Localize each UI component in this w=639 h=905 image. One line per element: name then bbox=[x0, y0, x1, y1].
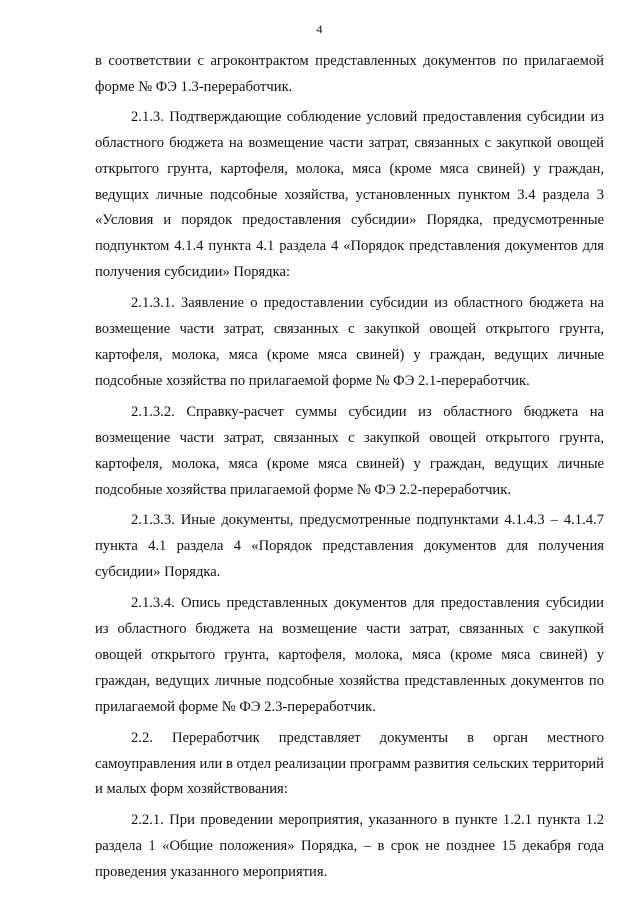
page-number: 4 bbox=[316, 22, 323, 36]
paragraph-2-1-3: 2.1.3. Подтверждающие соблюдение условий предоставления субсидии из областного бюджета на возмещение части затрат, связанных с закупкой овощей открытого грунта, картофеля, молока, мяса (кроме мяса свиней) у граждан, ведущих личные подсобные хозяйства, установленных пунктом 3.4 раздела 3 «Условия и порядок предоставления субсидии» Порядка, предусмотренные подпунктом 4.1.4 пункта 4.1 раздела 4 «Порядок представления документов для получения субсидии» Порядка: bbox=[95, 108, 604, 281]
paragraph-continuation: в соответствии с агроконтрактом представленных документов по прилагаемой форме № ФЭ 1.3-переработчик. bbox=[95, 53, 604, 95]
paragraph-2-2-1: 2.2.1. При проведении мероприятия, указанного в пункте 1.2.1 пункта 1.2 раздела 1 «Общие положения» Порядка, – в срок не позднее 15 декабря года проведения указанного мероприятия. bbox=[95, 812, 604, 881]
document-body bbox=[95, 49, 604, 886]
paragraph-2-1-3-1: 2.1.3.1. Заявление о предоставлении субсидии из областного бюджета на возмещение части затрат, связанных с закупкой овощей открытого грунта, картофеля, молока, мяса (кроме мяса свиней) у граждан, ведущих личные подсобные хозяйства по прилагаемой форме № ФЭ 2.1-переработчик. bbox=[95, 295, 604, 389]
paragraph-2-1-3-3: 2.1.3.3. Иные документы, предусмотренные подпунктами 4.1.4.3 – 4.1.4.7 пункта 4.1 раздела 4 «Порядок представления документов для получения субсидии» Порядка. bbox=[95, 512, 604, 581]
paragraph-2-2: 2.2. Переработчик представляет документы в орган местного самоуправления или в отдел реализации программ развития сельских территорий и малых форм хозяйствования: bbox=[95, 729, 604, 798]
paragraph-2-1-3-2: 2.1.3.2. Справку-расчет суммы субсидии из областного бюджета на возмещение части затрат, связанных с закупкой овощей открытого грунта, картофеля, молока, мяса (кроме мяса свиней) у граждан, ведущих личные подсобные хозяйства прилагаемой форме № ФЭ 2.2-переработчик. bbox=[95, 403, 604, 498]
paragraph-2-1-3-4: 2.1.3.4. Опись представленных документов для предоставления субсидии из областного бюджета на возмещение части затрат, связанных с закупкой овощей открытого грунта, картофеля, молока, мяса (кроме мяса свиней) у граждан, ведущих личные подсобные хозяйства представленных документов по прилагаемой форме № ФЭ 2.3-переработчик. bbox=[95, 595, 604, 715]
